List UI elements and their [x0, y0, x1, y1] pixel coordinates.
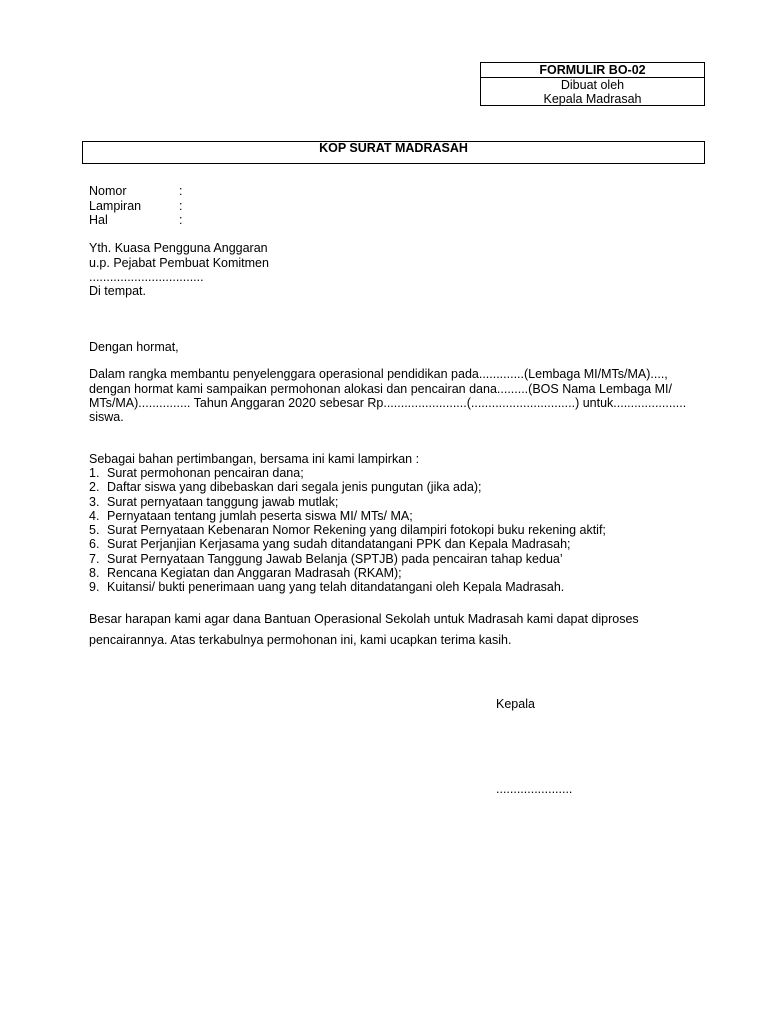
list-item-number: 9.: [89, 580, 100, 595]
list-item-text: Daftar siswa yang dibebaskan dari segala jenis pungutan (jika ada);: [107, 480, 482, 495]
salutation: Dengan hormat,: [89, 340, 179, 354]
recipient-line-2: u.p. Pejabat Pembuat Komitmen: [89, 255, 269, 270]
body-line-3: MTs/MA)............... Tahun Anggaran 2020 sebesar Rp........................(..............................) untuk.....................: [89, 396, 687, 410]
list-item: [89, 495, 699, 509]
list-item-text: Surat permohonan pencairan dana;: [107, 466, 304, 480]
list-item: [89, 552, 699, 566]
form-code-box: [480, 62, 705, 106]
meta-label: Hal: [89, 213, 108, 227]
list-item-text: Pernyataan tentang jumlah peserta siswa MI/ MTs/ MA;: [107, 508, 413, 523]
meta-row-hal: [89, 213, 389, 228]
list-item-number: 4.: [89, 508, 100, 523]
meta-colon: :: [179, 184, 183, 198]
list-item-number: 2.: [89, 480, 100, 495]
meta-colon: :: [179, 198, 183, 213]
attachments-list: [89, 466, 699, 595]
list-item-number: 6.: [89, 537, 100, 552]
form-code-title: FORMULIR BO-02: [481, 63, 704, 78]
recipient-line-3: .................................: [89, 270, 204, 284]
list-item-text: Surat pernyataan tanggung jawab mutlak;: [107, 494, 339, 509]
signature-title: Kepala: [496, 697, 535, 711]
list-item-text: Kuitansi/ bukti penerimaan uang yang telah ditandatangani oleh Kepala Madrasah.: [107, 580, 565, 595]
list-item-number: 1.: [89, 466, 100, 480]
meta-colon: :: [179, 213, 183, 227]
list-item-text: Surat Perjanjian Kerjasama yang sudah ditandatangani PPK dan Kepala Madrasah;: [107, 537, 571, 552]
list-item: [89, 466, 699, 480]
list-item-text: Rencana Kegiatan dan Anggaran Madrasah (RKAM);: [107, 566, 402, 581]
body-line-1: Dalam rangka membantu penyelenggara operasional pendidikan pada.............(Lembaga MI/MTs/MA)....,: [89, 367, 668, 381]
attachments-intro: Sebagai bahan pertimbangan, bersama ini kami lampirkan :: [89, 452, 420, 466]
list-item-text: Surat Pernyataan Tanggung Jawab Belanja (SPTJB) pada pencairan tahap kedua’: [107, 551, 563, 566]
form-code-made-by: Dibuat oleh: [560, 78, 625, 92]
list-item: [89, 537, 699, 551]
meta-label: Lampiran: [89, 198, 142, 213]
list-item: [89, 523, 699, 537]
body-line-4: siswa.: [89, 410, 124, 424]
form-code-author: Kepala Madrasah: [543, 92, 642, 106]
signature-name: ......................: [496, 782, 573, 796]
closing-line-1: Besar harapan kami agar dana Bantuan Operasional Sekolah untuk Madrasah kami dapat diproses: [89, 612, 639, 626]
list-item-text: Surat Pernyataan Kebenaran Nomor Rekening yang dilampiri fotokopi buku rekening aktif;: [107, 523, 606, 538]
meta-label: Nomor: [89, 184, 127, 198]
closing-line-2: pencairannya. Atas terkabulnya permohonan ini, kami ucapkan terima kasih.: [89, 633, 512, 647]
meta-row-lampiran: [89, 199, 389, 214]
list-item: [89, 580, 699, 594]
letterhead-box: KOP SURAT MADRASAH: [82, 141, 705, 164]
list-item: [89, 480, 699, 494]
list-item-number: 7.: [89, 551, 100, 566]
list-item-number: 5.: [89, 523, 100, 538]
recipient-line-4: Di tempat.: [89, 284, 146, 298]
list-item: [89, 566, 699, 580]
list-item-number: 3.: [89, 494, 100, 509]
list-item-number: 8.: [89, 566, 100, 581]
recipient-line-1: Yth. Kuasa Pengguna Anggaran: [89, 241, 268, 255]
meta-row-nomor: [89, 184, 389, 199]
body-line-2: dengan hormat kami sampaikan permohonan alokasi dan pencairan dana.........(BOS Nama Lembaga MI/: [89, 381, 672, 396]
list-item: [89, 509, 699, 523]
